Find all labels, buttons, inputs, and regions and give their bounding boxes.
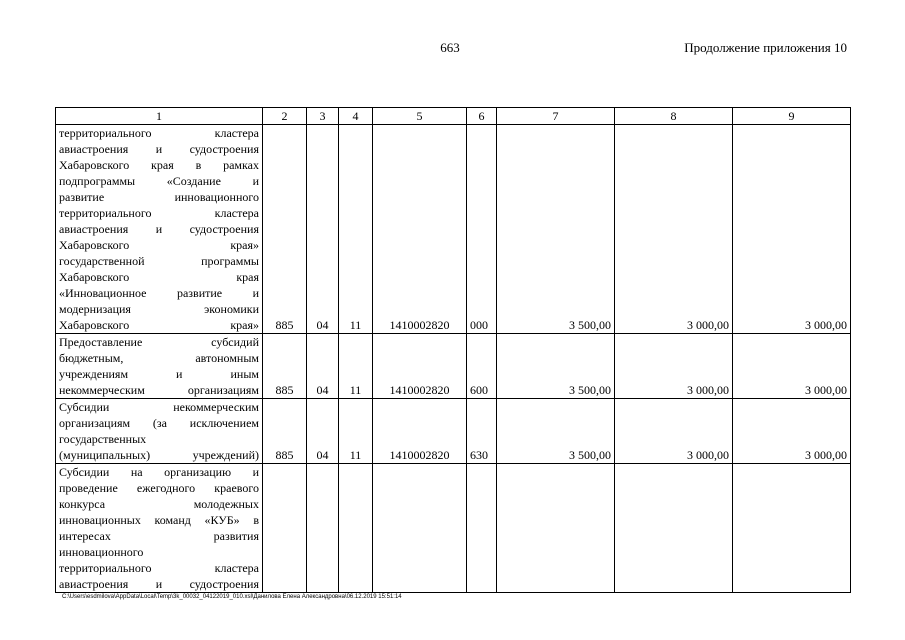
description-line: территориального кластера (59, 561, 259, 575)
cell-target-article: 1410002820 (373, 334, 467, 399)
cell-subsection-code: 11 (339, 399, 373, 464)
row-description (56, 125, 263, 334)
description-line: Хабаровского края (59, 270, 259, 284)
description-line: модернизация экономики (59, 302, 259, 316)
row-description (56, 334, 263, 399)
cell-expense-type: 600 (467, 334, 497, 399)
description-line: развитие инновационного (59, 190, 259, 204)
cell-section-code: 04 (307, 334, 339, 399)
description-line: бюджетным, автономным (59, 351, 259, 365)
description-line: Субсидии на организацию и (59, 465, 259, 479)
cell-ministry-code: 885 (263, 125, 307, 334)
description-line: государственной программы (59, 254, 259, 268)
footer-file-path: C:\Users\esdmilova\AppData\Local\Temp\3k_00032_04122019_010.xsl\Данилова Елена Александровна\06.12.2019 15:51:14 (62, 594, 402, 600)
cell-ministry-code: 885 (263, 399, 307, 464)
cell-amount-col7: 3 500,00 (497, 399, 615, 464)
description-line: подпрограммы «Создание и (59, 174, 259, 188)
column-header-9: 9 (733, 108, 851, 125)
table-body (56, 125, 851, 593)
cell-amount-col8: 3 000,00 (615, 125, 733, 334)
description-line: Предоставление субсидий (59, 335, 259, 349)
cell-amount-col9: 3 000,00 (733, 334, 851, 399)
column-header-1: 1 (56, 108, 263, 125)
cell-amount-col9 (733, 464, 851, 593)
column-header-5: 5 (373, 108, 467, 125)
description-line: Субсидии некоммерческим (59, 400, 259, 414)
description-line: территориального кластера (59, 126, 259, 140)
column-header-2: 2 (263, 108, 307, 125)
column-header-6: 6 (467, 108, 497, 125)
cell-amount-col7: 3 500,00 (497, 334, 615, 399)
cell-ministry-code (263, 464, 307, 593)
header-row (56, 108, 851, 125)
cell-amount-col7: 3 500,00 (497, 125, 615, 334)
column-header-4: 4 (339, 108, 373, 125)
cell-amount-col8: 3 000,00 (615, 399, 733, 464)
cell-expense-type: 000 (467, 125, 497, 334)
description-line: авиастроения и судостроения (59, 222, 259, 236)
description-line: территориального кластера (59, 206, 259, 220)
description-line: некоммерческим организациям (59, 383, 259, 397)
table-row (56, 464, 851, 593)
row-description (56, 399, 263, 464)
cell-target-article: 1410002820 (373, 399, 467, 464)
cell-expense-type: 630 (467, 399, 497, 464)
description-line: государственных (59, 432, 147, 446)
column-header-7: 7 (497, 108, 615, 125)
cell-amount-col8: 3 000,00 (615, 334, 733, 399)
cell-amount-col9: 3 000,00 (733, 399, 851, 464)
cell-amount-col9: 3 000,00 (733, 125, 851, 334)
cell-target-article (373, 464, 467, 593)
table-row (56, 125, 851, 334)
column-header-8: 8 (615, 108, 733, 125)
description-line: конкурса молодежных (59, 497, 259, 511)
row-description (56, 464, 263, 593)
continuation-title: Продолжение приложения 10 (684, 40, 847, 55)
column-header-3: 3 (307, 108, 339, 125)
cell-section-code: 04 (307, 399, 339, 464)
description-line: «Инновационное развитие и (59, 286, 259, 300)
cell-target-article: 1410002820 (373, 125, 467, 334)
description-line: Хабаровского края» (59, 238, 259, 252)
cell-amount-col7 (497, 464, 615, 593)
cell-subsection-code (339, 464, 373, 593)
cell-subsection-code: 11 (339, 125, 373, 334)
cell-amount-col8 (615, 464, 733, 593)
cell-subsection-code: 11 (339, 334, 373, 399)
description-line: организациям (за исключением (59, 416, 259, 430)
cell-section-code: 04 (307, 125, 339, 334)
description-line: интересах развития (59, 529, 259, 543)
cell-ministry-code: 885 (263, 334, 307, 399)
description-line: учреждениям и иным (59, 367, 259, 381)
budget-table (55, 107, 851, 593)
page-number: 663 (440, 40, 460, 55)
description-line: (муниципальных) учреждений) (59, 448, 259, 462)
table-row (56, 399, 851, 464)
description-line: авиастроения и судостроения (59, 142, 259, 156)
table-row (56, 334, 851, 399)
description-line: Хабаровского края в рамках (59, 158, 259, 172)
description-line: инновационных команд «КУБ» в (59, 513, 259, 527)
description-line: Хабаровского края» (59, 318, 259, 332)
cell-section-code (307, 464, 339, 593)
cell-expense-type (467, 464, 497, 593)
description-line: авиастроения и судостроения (59, 577, 259, 591)
description-line: проведение ежегодного краевого (59, 481, 259, 495)
description-line: инновационного (59, 545, 144, 559)
